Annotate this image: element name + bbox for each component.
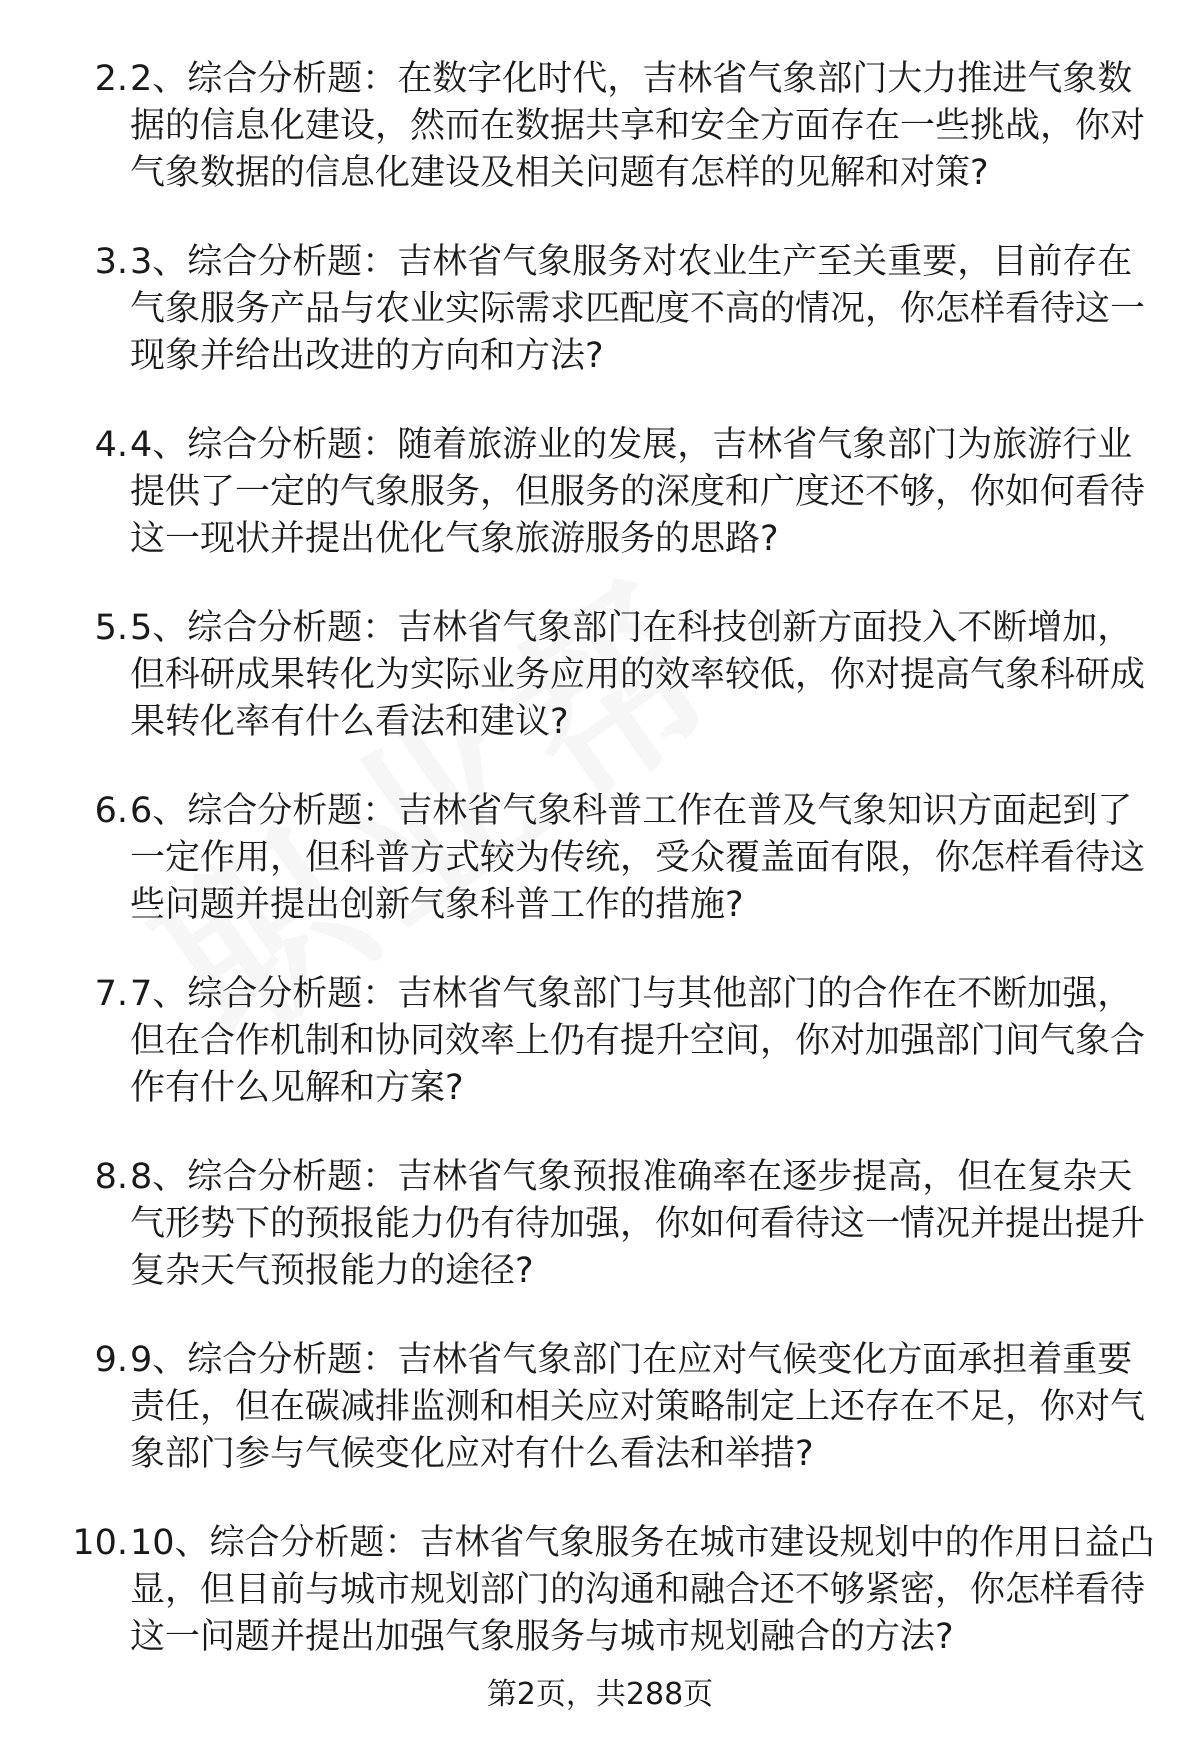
question-number: 2. [94, 59, 128, 99]
question-list [0, 56, 1200, 1703]
question-number: 8. [94, 1157, 128, 1197]
question-number: 6. [94, 791, 128, 831]
page-footer: 第2页，共288页 [486, 1677, 714, 1712]
question-text: 10、综合分析题：吉林省气象服务在城市建设规划中的作用日益凸显，但目前与城市规划部门的沟通和融合还不够紧密，你怎样看待这一问题并提出加强气象服务与城市规划融合的方法? [130, 1523, 1155, 1657]
question-item [0, 56, 1200, 239]
question-number: 3. [94, 242, 128, 282]
question-number: 10. [72, 1523, 128, 1563]
question-text: 5、综合分析题：吉林省气象部门在科技创新方面投入不断增加，但科研成果转化为实际业务应用的效率较低，你对提高气象科研成果转化率有什么看法和建议? [130, 608, 1146, 742]
question-text: 2、综合分析题：在数字化时代，吉林省气象部门大力推进气象数据的信息化建设，然而在数据共享和安全方面存在一些挑战，你对气象数据的信息化建设及相关问题有怎样的见解和对策? [130, 59, 1146, 193]
question-number: 9. [94, 1340, 128, 1380]
question-text: 4、综合分析题：随着旅游业的发展，吉林省气象部门为旅游行业提供了一定的气象服务，但服务的深度和广度还不够，你如何看待这一现状并提出优化气象旅游服务的思路? [130, 425, 1146, 559]
question-item [0, 605, 1200, 788]
question-item [0, 1154, 1200, 1337]
question-item [0, 422, 1200, 605]
question-item [0, 971, 1200, 1154]
question-number: 7. [94, 974, 128, 1014]
question-text: 7、综合分析题：吉林省气象部门与其他部门的合作在不断加强，但在合作机制和协同效率上仍有提升空间，你对加强部门间气象合作有什么见解和方案? [130, 974, 1146, 1108]
question-text: 8、综合分析题：吉林省气象预报准确率在逐步提高，但在复杂天气形势下的预报能力仍有待加强，你如何看待这一情况并提出提升复杂天气预报能力的途径? [130, 1157, 1146, 1291]
question-text: 3、综合分析题：吉林省气象服务对农业生产至关重要，目前存在气象服务产品与农业实际需求匹配度不高的情况，你怎样看待这一现象并给出改进的方向和方法? [130, 242, 1146, 376]
question-item [0, 239, 1200, 422]
question-number: 4. [94, 425, 128, 465]
question-number: 5. [94, 608, 128, 648]
question-text: 9、综合分析题：吉林省气象部门在应对气候变化方面承担着重要责任，但在碳减排监测和相关应对策略制定上还存在不足，你对气象部门参与气候变化应对有什么看法和举措? [130, 1340, 1146, 1474]
question-item [0, 1337, 1200, 1520]
question-text: 6、综合分析题：吉林省气象科普工作在普及气象知识方面起到了一定作用，但科普方式较为传统，受众覆盖面有限，你怎样看待这些问题并提出创新气象科普工作的措施? [130, 791, 1146, 925]
question-item [0, 788, 1200, 971]
